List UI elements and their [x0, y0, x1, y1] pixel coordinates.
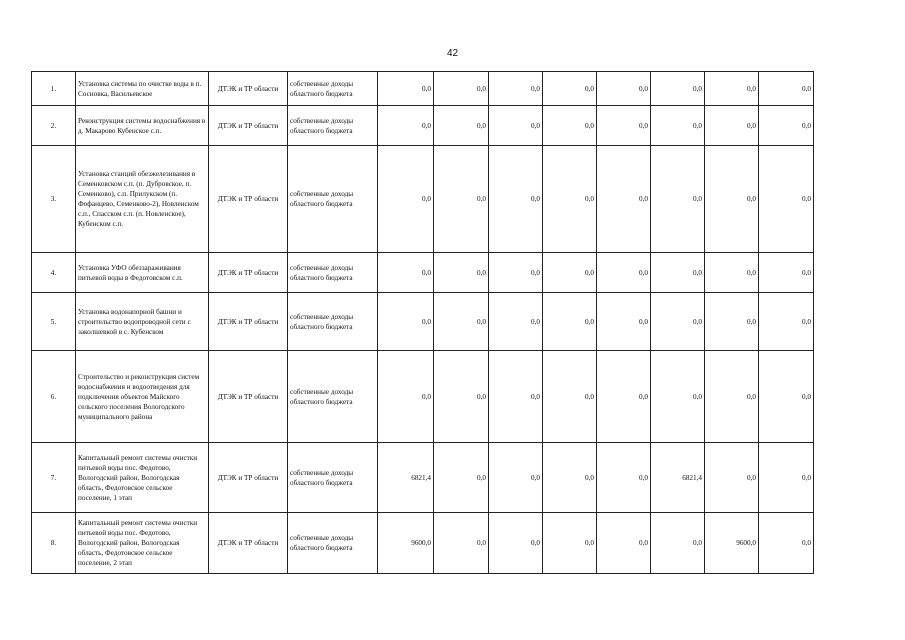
value-cell: 0,0	[378, 253, 434, 293]
funding-source: собственные доходы областного бюджета	[288, 293, 378, 351]
value-cell: 0,0	[597, 513, 651, 574]
value-cell: 0,0	[705, 351, 759, 443]
value-cell: 0,0	[705, 72, 759, 106]
measure-name: Установка системы по очистке воды в п. Сосновка, Васильевское	[76, 72, 209, 106]
funding-source: собственные доходы областного бюджета	[288, 106, 378, 146]
value-cell: 6821,4	[651, 443, 705, 513]
funding-source: собственные доходы областного бюджета	[288, 513, 378, 574]
table-row	[32, 146, 814, 253]
value-cell: 0,0	[705, 293, 759, 351]
table-row	[32, 513, 814, 574]
executor: ДТЭК и ТР области	[209, 513, 288, 574]
funding-source: собственные доходы областного бюджета	[288, 443, 378, 513]
table-row	[32, 106, 814, 146]
value-cell: 0,0	[705, 253, 759, 293]
value-cell: 0,0	[489, 146, 543, 253]
executor: ДТЭК и ТР области	[209, 72, 288, 106]
page-number: 42	[446, 48, 459, 59]
value-cell: 0,0	[434, 146, 489, 253]
value-cell: 0,0	[597, 72, 651, 106]
row-number: 2.	[32, 106, 76, 146]
value-cell: 0,0	[651, 513, 705, 574]
value-cell: 0,0	[489, 106, 543, 146]
executor: ДТЭК и ТР области	[209, 293, 288, 351]
executor: ДТЭК и ТР области	[209, 443, 288, 513]
value-cell: 0,0	[543, 72, 597, 106]
value-cell: 0,0	[434, 253, 489, 293]
table-row	[32, 253, 814, 293]
executor: ДТЭК и ТР области	[209, 253, 288, 293]
value-cell: 0,0	[759, 146, 814, 253]
value-cell: 9600,0	[705, 513, 759, 574]
value-cell: 0,0	[434, 351, 489, 443]
measure-name: Капитальный ремонт системы очистки питьевой воды пос. Федотово, Вологодский район, Вологодская область, Федотовское сельское поселение, 2 этап	[76, 513, 209, 574]
measure-name: Строительство и реконструкция систем водоснабжения и водоотведения для подключения объектов Майского сельского поселения Вологодского муниципального района	[76, 351, 209, 443]
value-cell: 0,0	[759, 72, 814, 106]
value-cell: 0,0	[489, 513, 543, 574]
value-cell: 0,0	[543, 106, 597, 146]
funding-source: собственные доходы областного бюджета	[288, 72, 378, 106]
row-number: 7.	[32, 443, 76, 513]
row-number: 4.	[32, 253, 76, 293]
executor: ДТЭК и ТР области	[209, 106, 288, 146]
value-cell: 0,0	[543, 146, 597, 253]
value-cell: 0,0	[378, 293, 434, 351]
value-cell: 0,0	[705, 106, 759, 146]
value-cell: 0,0	[489, 351, 543, 443]
measure-name: Установка станций обезжелезивания в Семенковском с.п. (п. Дубровское, п. Семенково), с.п. Прилукском (п. Фофанцево, Семенково-2), Новленском с.п., Спасском с.п. (п. Новленское), Кубенском с.п.	[76, 146, 209, 253]
measure-name: Установка УФО обеззараживания питьевой воды в Федотовском с.п.	[76, 253, 209, 293]
value-cell: 0,0	[651, 72, 705, 106]
executor: ДТЭК и ТР области	[209, 351, 288, 443]
measure-name: Установка водонапорной башни и строительство водопроводной сети с заколшевкой в с. Кубенском	[76, 293, 209, 351]
value-cell: 0,0	[759, 513, 814, 574]
table-row	[32, 351, 814, 443]
value-cell: 0,0	[759, 293, 814, 351]
value-cell: 0,0	[378, 72, 434, 106]
value-cell: 0,0	[434, 293, 489, 351]
value-cell: 6821,4	[378, 443, 434, 513]
value-cell: 0,0	[378, 146, 434, 253]
value-cell: 0,0	[543, 253, 597, 293]
value-cell: 0,0	[434, 443, 489, 513]
row-number: 8.	[32, 513, 76, 574]
table-row	[32, 72, 814, 106]
row-number: 5.	[32, 293, 76, 351]
value-cell: 0,0	[378, 106, 434, 146]
value-cell: 0,0	[543, 293, 597, 351]
row-number: 3.	[32, 146, 76, 253]
value-cell: 0,0	[489, 443, 543, 513]
value-cell: 0,0	[489, 72, 543, 106]
value-cell: 0,0	[759, 351, 814, 443]
value-cell: 0,0	[597, 106, 651, 146]
value-cell: 0,0	[651, 253, 705, 293]
value-cell: 0,0	[651, 106, 705, 146]
value-cell: 0,0	[434, 106, 489, 146]
program-table	[31, 71, 814, 574]
funding-source: собственные доходы областного бюджета	[288, 351, 378, 443]
value-cell: 0,0	[759, 253, 814, 293]
value-cell: 0,0	[597, 293, 651, 351]
value-cell: 0,0	[489, 293, 543, 351]
table-row	[32, 293, 814, 351]
table-row	[32, 443, 814, 513]
value-cell: 0,0	[759, 106, 814, 146]
value-cell: 0,0	[705, 146, 759, 253]
value-cell: 0,0	[597, 253, 651, 293]
row-number: 6.	[32, 351, 76, 443]
value-cell: 0,0	[597, 146, 651, 253]
executor: ДТЭК и ТР области	[209, 146, 288, 253]
value-cell: 0,0	[597, 443, 651, 513]
value-cell: 9600,0	[378, 513, 434, 574]
value-cell: 0,0	[543, 351, 597, 443]
value-cell: 0,0	[543, 443, 597, 513]
value-cell: 0,0	[651, 146, 705, 253]
funding-source: собственные доходы областного бюджета	[288, 253, 378, 293]
value-cell: 0,0	[651, 293, 705, 351]
value-cell: 0,0	[651, 351, 705, 443]
value-cell: 0,0	[378, 351, 434, 443]
value-cell: 0,0	[434, 513, 489, 574]
row-number: 1.	[32, 72, 76, 106]
value-cell: 0,0	[597, 351, 651, 443]
measure-name: Реконструкция системы водоснабжения в д. Макарово Кубенское с.п.	[76, 106, 209, 146]
value-cell: 0,0	[543, 513, 597, 574]
measure-name: Капитальный ремонт системы очистки питьевой воды пос. Федотово, Вологодский район, Вологодская область, Федотовское сельское поселение, 1 этап	[76, 443, 209, 513]
value-cell: 0,0	[759, 443, 814, 513]
value-cell: 0,0	[489, 253, 543, 293]
value-cell: 0,0	[434, 72, 489, 106]
value-cell: 0,0	[705, 443, 759, 513]
funding-source: собственные доходы областного бюджета	[288, 146, 378, 253]
